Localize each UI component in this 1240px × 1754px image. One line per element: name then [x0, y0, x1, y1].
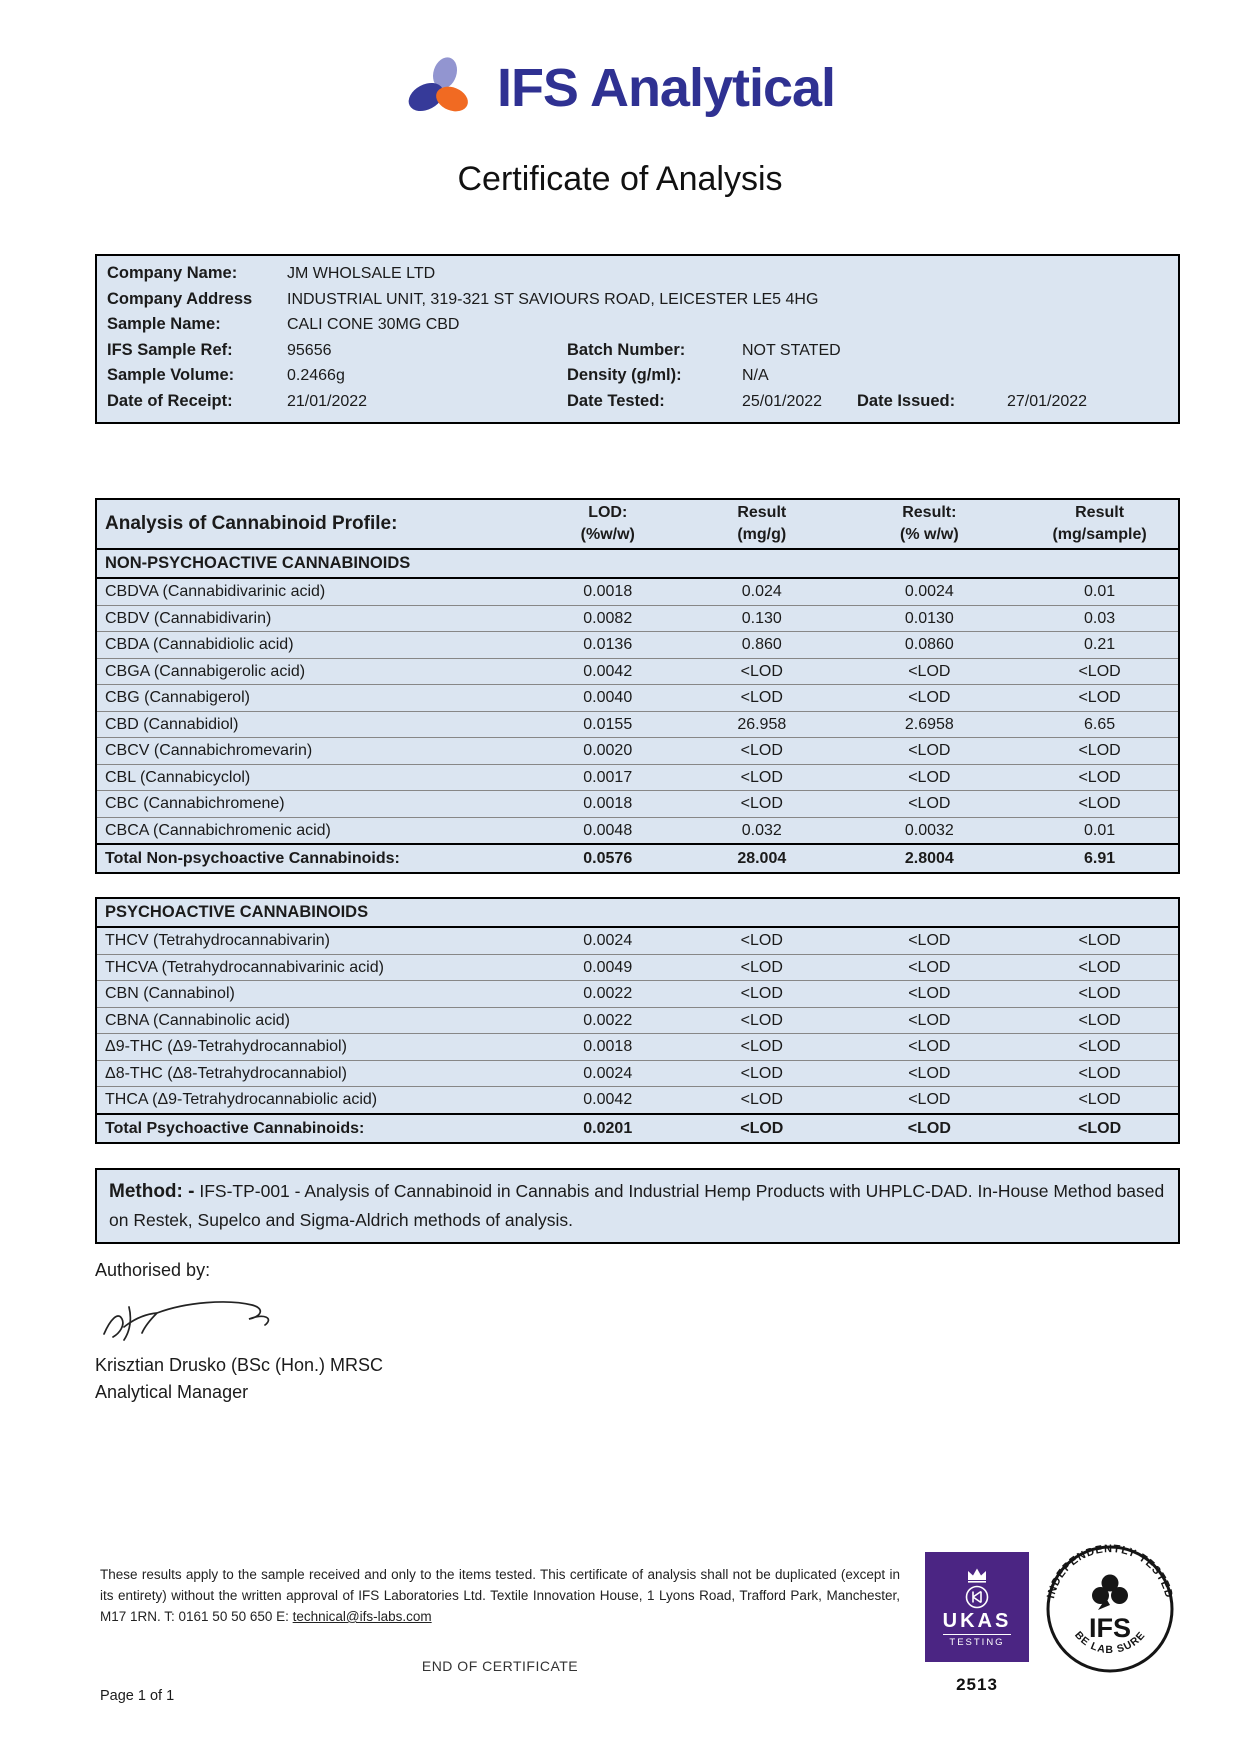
- row-value: 0.130: [741, 609, 782, 627]
- row-value: <LOD: [740, 662, 783, 680]
- certificate-title: Certificate of Analysis: [457, 160, 783, 198]
- row-value: <LOD: [740, 1064, 783, 1082]
- column-header-line2: (mg/sample): [1052, 526, 1147, 543]
- footer-disclaimer: [100, 1564, 900, 1627]
- info-label: Date of Receipt:: [107, 391, 233, 410]
- method-box: [95, 1168, 1180, 1244]
- analysis-header-row: [97, 500, 1178, 550]
- row-value: <LOD: [1078, 1011, 1121, 1029]
- row-label: CBDV (Cannabidivarin): [105, 609, 272, 627]
- row-value: 0.0082: [583, 609, 633, 627]
- psychoactive-table: [95, 897, 1180, 1144]
- row-value: 6.65: [1084, 715, 1116, 733]
- section-header: PSYCHOACTIVE CANNABINOIDS: [97, 899, 1178, 928]
- column-header: [837, 500, 1021, 548]
- signature-image: [98, 1292, 298, 1352]
- row-label: CBCV (Cannabichromevarin): [105, 742, 313, 759]
- row-value: 0.0017: [583, 768, 633, 786]
- info-label: Date Tested:: [567, 391, 665, 410]
- row-value: <LOD: [1078, 742, 1121, 759]
- table-row: [97, 579, 1178, 605]
- row-value: 0.01: [1084, 821, 1116, 839]
- row-value: 0.0049: [583, 958, 633, 976]
- info-value: 25/01/2022: [742, 392, 823, 410]
- ukas-badge: [925, 1552, 1029, 1662]
- row-value: 0.0018: [583, 1038, 633, 1055]
- row-value: 0.032: [741, 821, 782, 839]
- info-row: [97, 287, 1178, 313]
- signer-name: Krisztian Drusko (BSc (Hon.) MRSC: [95, 1355, 384, 1375]
- table-row: [97, 1086, 1178, 1113]
- row-value: <LOD: [907, 1119, 951, 1137]
- row-label: THCV (Tetrahydrocannabivarin): [105, 932, 330, 949]
- row-label: CBC (Cannabichromene): [105, 795, 285, 812]
- row-value: 0.0018: [583, 795, 633, 812]
- info-value: CALI CONE 30MG CBD: [287, 316, 460, 334]
- table-row: [97, 684, 1178, 711]
- info-label: Company Name:: [107, 264, 238, 282]
- row-value: 0.0024: [583, 1064, 633, 1082]
- email-link[interactable]: technical@ifs-labs.com: [292, 1609, 432, 1624]
- row-value: 2.6958: [904, 715, 954, 733]
- column-header-line2: (mg/g): [737, 526, 787, 543]
- section-header: NON-PSYCHOACTIVE CANNABINOIDS: [97, 550, 1178, 579]
- end-of-certificate-label: END OF CERTIFICATE: [421, 1658, 579, 1674]
- row-value: 0.0155: [583, 715, 633, 733]
- ukas-testing-label: TESTING: [943, 1634, 1010, 1648]
- brand-logo: [0, 56, 1240, 120]
- row-value: <LOD: [740, 742, 783, 759]
- row-value: 0.0042: [583, 662, 633, 680]
- seal-top-text: INDEPENDENTLY TESTED: [1045, 1543, 1175, 1600]
- row-value: 2.8004: [904, 850, 954, 867]
- row-value: <LOD: [740, 795, 783, 812]
- column-header-line1: LOD:: [588, 504, 628, 521]
- row-value: 0.0576: [583, 850, 633, 867]
- ukas-number: 2513: [956, 1675, 998, 1694]
- row-value: <LOD: [1078, 1064, 1121, 1082]
- row-label: Δ8-THC (Δ8-Tetrahydrocannabiol): [105, 1064, 347, 1082]
- table-row: [97, 928, 1178, 954]
- method-label: Method: -: [109, 1181, 195, 1202]
- sample-info-table: [95, 254, 1180, 424]
- row-label: CBG (Cannabigerol): [105, 689, 250, 706]
- info-value: 21/01/2022: [287, 392, 368, 410]
- row-value: <LOD: [1078, 985, 1121, 1002]
- row-value: 0.03: [1084, 609, 1116, 627]
- row-value: <LOD: [908, 932, 951, 949]
- row-label: CBD (Cannabidiol): [105, 715, 239, 733]
- column-header-line1: Result:: [902, 504, 957, 521]
- table-row: [97, 711, 1178, 738]
- table-row: [97, 954, 1178, 981]
- row-label: THCVA (Tetrahydrocannabivarinic acid): [105, 958, 384, 976]
- row-value: <LOD: [908, 1038, 951, 1055]
- row-value: <LOD: [1078, 932, 1121, 949]
- table-body-psychoactive: [97, 928, 1178, 1142]
- row-value: 0.0024: [904, 583, 954, 600]
- row-value: <LOD: [740, 768, 783, 786]
- info-row: [97, 363, 1178, 389]
- info-label: Sample Volume:: [107, 366, 235, 385]
- row-label: CBGA (Cannabigerolic acid): [105, 662, 306, 680]
- crown-icon: [965, 1567, 989, 1583]
- analysis-table: [95, 498, 1180, 874]
- analysis-title: Analysis of Cannabinoid Profile:: [105, 513, 398, 534]
- row-value: 6.91: [1084, 850, 1116, 867]
- row-value: <LOD: [1078, 662, 1121, 680]
- row-value: 0.0042: [583, 1091, 633, 1108]
- row-value: 0.01: [1084, 583, 1116, 600]
- info-value: JM WHOLSALE LTD: [287, 265, 436, 282]
- table-row: [97, 605, 1178, 632]
- disclaimer-text: These results apply to the sample received and only to the items tested. This certificate of analysis shall not be duplicated (except in its entirety) without the written approval of IFS Laboratories Ltd. Textile Innovation House, 1 Lyons Road, Trafford Park, Manchester, M17 1RN. T: 0161 50 50 650 E:: [100, 1567, 900, 1624]
- row-value: 26.958: [737, 715, 787, 733]
- signer-role: Analytical Manager: [95, 1382, 249, 1402]
- row-label: CBDA (Cannabidiolic acid): [105, 636, 294, 653]
- row-value: <LOD: [908, 768, 951, 786]
- row-value: <LOD: [908, 1091, 951, 1108]
- column-header: [529, 500, 686, 548]
- info-label: Date Issued:: [857, 391, 956, 410]
- row-value: <LOD: [908, 1064, 951, 1082]
- ifs-seal: [1036, 1542, 1184, 1678]
- column-header-line2: (%w/w): [580, 526, 635, 543]
- info-value: 27/01/2022: [1007, 392, 1088, 410]
- table-row: [97, 817, 1178, 844]
- table-row: [97, 1033, 1178, 1060]
- info-label: Batch Number:: [567, 340, 686, 359]
- row-value: <LOD: [740, 1038, 783, 1055]
- row-value: <LOD: [908, 985, 951, 1002]
- info-label: Density (g/ml):: [567, 366, 682, 385]
- row-label: CBNA (Cannabinolic acid): [105, 1011, 290, 1029]
- info-value: NOT STATED: [742, 341, 841, 359]
- info-value: N/A: [742, 367, 769, 385]
- row-value: 0.0860: [904, 636, 954, 653]
- row-value: 0.0048: [583, 821, 633, 839]
- table-row: [97, 980, 1178, 1007]
- seal-bottom-text: BE LAB SURE: [1072, 1629, 1148, 1657]
- row-value: <LOD: [1078, 1091, 1121, 1108]
- row-value: 0.0130: [904, 609, 954, 627]
- row-value: 0.0020: [583, 742, 633, 759]
- seal-center-text: IFS: [1088, 1613, 1132, 1643]
- row-value: <LOD: [908, 689, 951, 706]
- row-label: CBDVA (Cannabidivarinic acid): [105, 583, 326, 600]
- row-value: <LOD: [740, 958, 783, 976]
- info-row: [97, 312, 1178, 338]
- column-header: [1021, 500, 1178, 548]
- row-value: 0.0040: [583, 689, 633, 706]
- column-header-line1: Result: [1075, 504, 1125, 521]
- info-row: [97, 338, 1178, 364]
- table-row: [97, 1007, 1178, 1034]
- info-row: [97, 261, 1178, 287]
- row-value: 0.0018: [583, 583, 633, 600]
- row-value: 0.0024: [583, 932, 633, 949]
- row-label: CBCA (Cannabichromenic acid): [105, 821, 331, 839]
- row-label: Δ9-THC (Δ9-Tetrahydrocannabiol): [105, 1038, 347, 1055]
- row-value: 0.0022: [583, 1011, 633, 1029]
- info-label: Company Address: [107, 289, 253, 308]
- table-row: [97, 1060, 1178, 1087]
- info-value: 0.2466g: [287, 367, 345, 385]
- row-label: THCA (Δ9-Tetrahydrocannabiolic acid): [105, 1091, 378, 1108]
- row-value: <LOD: [1078, 1119, 1122, 1137]
- row-value: 0.21: [1084, 636, 1116, 653]
- method-text: IFS-TP-001 - Analysis of Cannabinoid in Cannabis and Industrial Hemp Products with UHPLC-DAD. In-House Method based on Restek, Supelco and Sigma-Aldrich methods of analysis.: [109, 1181, 1165, 1230]
- row-value: <LOD: [1078, 768, 1121, 786]
- column-header-line2: (% w/w): [900, 526, 959, 543]
- total-row: [97, 843, 1178, 872]
- authorised-by-label: Authorised by:: [95, 1260, 211, 1280]
- page-number: Page 1 of 1: [100, 1688, 175, 1704]
- row-label: CBN (Cannabinol): [105, 985, 235, 1002]
- column-header-line1: Result: [737, 504, 787, 521]
- column-header: [686, 500, 837, 548]
- row-value: <LOD: [1078, 689, 1121, 706]
- ifs-logo-mark-icon: [405, 56, 483, 120]
- row-label: Total Non-psychoactive Cannabinoids:: [105, 850, 400, 867]
- table-row: [97, 631, 1178, 658]
- row-value: 0.024: [741, 583, 782, 600]
- row-value: 0.0136: [583, 636, 633, 653]
- row-value: <LOD: [740, 1091, 783, 1108]
- row-value: <LOD: [740, 932, 783, 949]
- row-value: <LOD: [740, 1011, 783, 1029]
- ukas-emblem-icon: [964, 1584, 990, 1610]
- info-row: [97, 389, 1178, 415]
- table-body-non-psychoactive: [97, 579, 1178, 872]
- row-value: 0.0032: [904, 821, 954, 839]
- total-row: [97, 1113, 1178, 1142]
- info-label: Sample Name:: [107, 315, 221, 334]
- table-row: [97, 790, 1178, 817]
- signer-block: [95, 1352, 383, 1406]
- table-row: [97, 658, 1178, 685]
- row-value: 0.860: [741, 636, 782, 653]
- row-value: 0.0022: [583, 985, 633, 1002]
- brand-name: IFS Analytical: [496, 58, 836, 118]
- row-value: <LOD: [908, 662, 951, 680]
- row-value: 28.004: [737, 850, 787, 867]
- row-value: <LOD: [908, 742, 951, 759]
- info-value: INDUSTRIAL UNIT, 319-321 ST SAVIOURS ROAD, LEICESTER LE5 4HG: [287, 290, 819, 308]
- ukas-name: UKAS: [942, 1610, 1012, 1632]
- info-value: 95656: [287, 341, 332, 359]
- row-value: <LOD: [908, 1011, 951, 1029]
- table-row: [97, 737, 1178, 764]
- row-value: <LOD: [908, 958, 951, 976]
- row-value: <LOD: [740, 1119, 784, 1137]
- row-value: <LOD: [908, 795, 951, 812]
- row-value: <LOD: [740, 689, 783, 706]
- table-row: [97, 764, 1178, 791]
- row-label: Total Psychoactive Cannabinoids:: [105, 1119, 365, 1137]
- row-value: <LOD: [1078, 1038, 1121, 1055]
- row-value: <LOD: [740, 985, 783, 1002]
- row-value: <LOD: [1078, 795, 1121, 812]
- row-value: 0.0201: [583, 1119, 633, 1137]
- row-value: <LOD: [1078, 958, 1121, 976]
- ukas-logo: [925, 1552, 1029, 1695]
- info-label: IFS Sample Ref:: [107, 340, 233, 359]
- row-label: CBL (Cannabicyclol): [105, 768, 251, 786]
